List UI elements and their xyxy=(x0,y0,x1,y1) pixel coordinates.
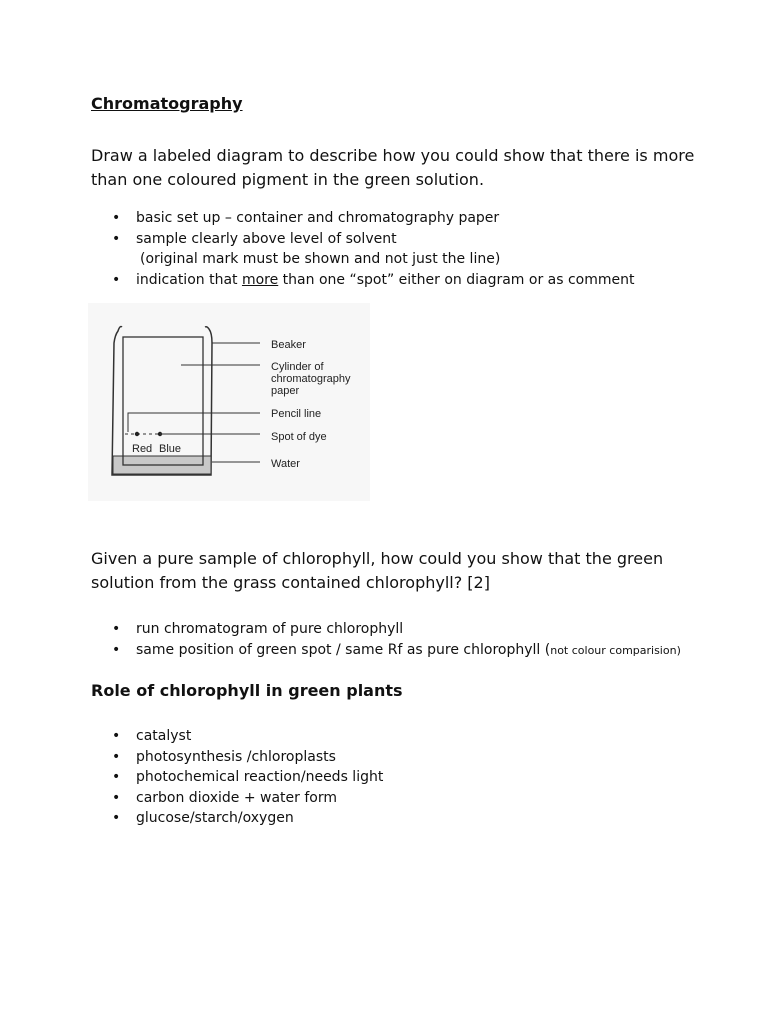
list-item-text: basic set up – container and chromatography paper xyxy=(136,210,500,226)
list-item xyxy=(112,208,732,229)
underlined-word: more xyxy=(241,271,279,288)
spot-label-red: Red xyxy=(132,443,153,455)
list-item-text: than one “spot” either on diagram or as comment xyxy=(278,271,635,288)
chromatography-diagram xyxy=(88,303,370,501)
label-cylinder-2: chromatography xyxy=(271,373,351,385)
diagram-svg xyxy=(88,303,370,501)
list-item-text: run chromatogram of pure chlorophyll xyxy=(136,621,404,637)
list-item xyxy=(112,767,732,788)
label-cylinder-1: Cylinder of xyxy=(271,361,324,373)
question-1: Draw a labeled diagram to describe how you could show that there is more than one coloured pigment in the green solution. xyxy=(91,146,695,189)
list-item xyxy=(112,808,732,829)
label-pencil-line: Pencil line xyxy=(271,408,322,420)
answer-list-2 xyxy=(112,619,732,661)
section-heading: Role of chlorophyll in green plants xyxy=(91,681,403,700)
leader-pencil-line xyxy=(128,413,260,432)
answer-list-1 xyxy=(112,208,732,290)
list-item-note: not colour comparision) xyxy=(550,643,681,657)
list-item-text: carbon dioxide + water form xyxy=(136,789,338,806)
spot-label-blue: Blue xyxy=(159,443,182,455)
list-item-note: (original mark must be shown and not just the line) xyxy=(140,251,501,267)
list-item xyxy=(112,788,732,809)
list-item-text: indication that xyxy=(136,271,242,288)
list-item-text: photochemical reaction/needs light xyxy=(136,769,384,785)
list-item xyxy=(112,747,732,768)
label-spot-of-dye: Spot of dye xyxy=(271,431,327,443)
list-item xyxy=(112,270,732,291)
list-item xyxy=(112,640,732,662)
red-spot xyxy=(135,432,139,436)
page-title: Chromatography xyxy=(91,94,243,113)
list-item xyxy=(112,619,732,640)
list-item xyxy=(112,229,732,270)
answer-list-3 xyxy=(112,726,732,829)
list-item-text: photosynthesis /chloroplasts xyxy=(136,748,336,765)
list-item-text: glucose/starch/oxygen xyxy=(136,810,294,826)
list-item-text: catalyst xyxy=(136,728,192,744)
list-item xyxy=(112,726,732,747)
label-beaker: Beaker xyxy=(271,339,306,351)
label-cylinder-3: paper xyxy=(271,385,300,397)
list-item-text: sample clearly above level of solvent xyxy=(136,230,397,247)
label-water: Water xyxy=(271,458,300,470)
list-item-text: same position of green spot / same Rf as pure chlorophyll ( xyxy=(136,641,551,658)
question-2: Given a pure sample of chlorophyll, how could you show that the green solution from the grass contained chlorophyll? [2] xyxy=(91,549,664,592)
